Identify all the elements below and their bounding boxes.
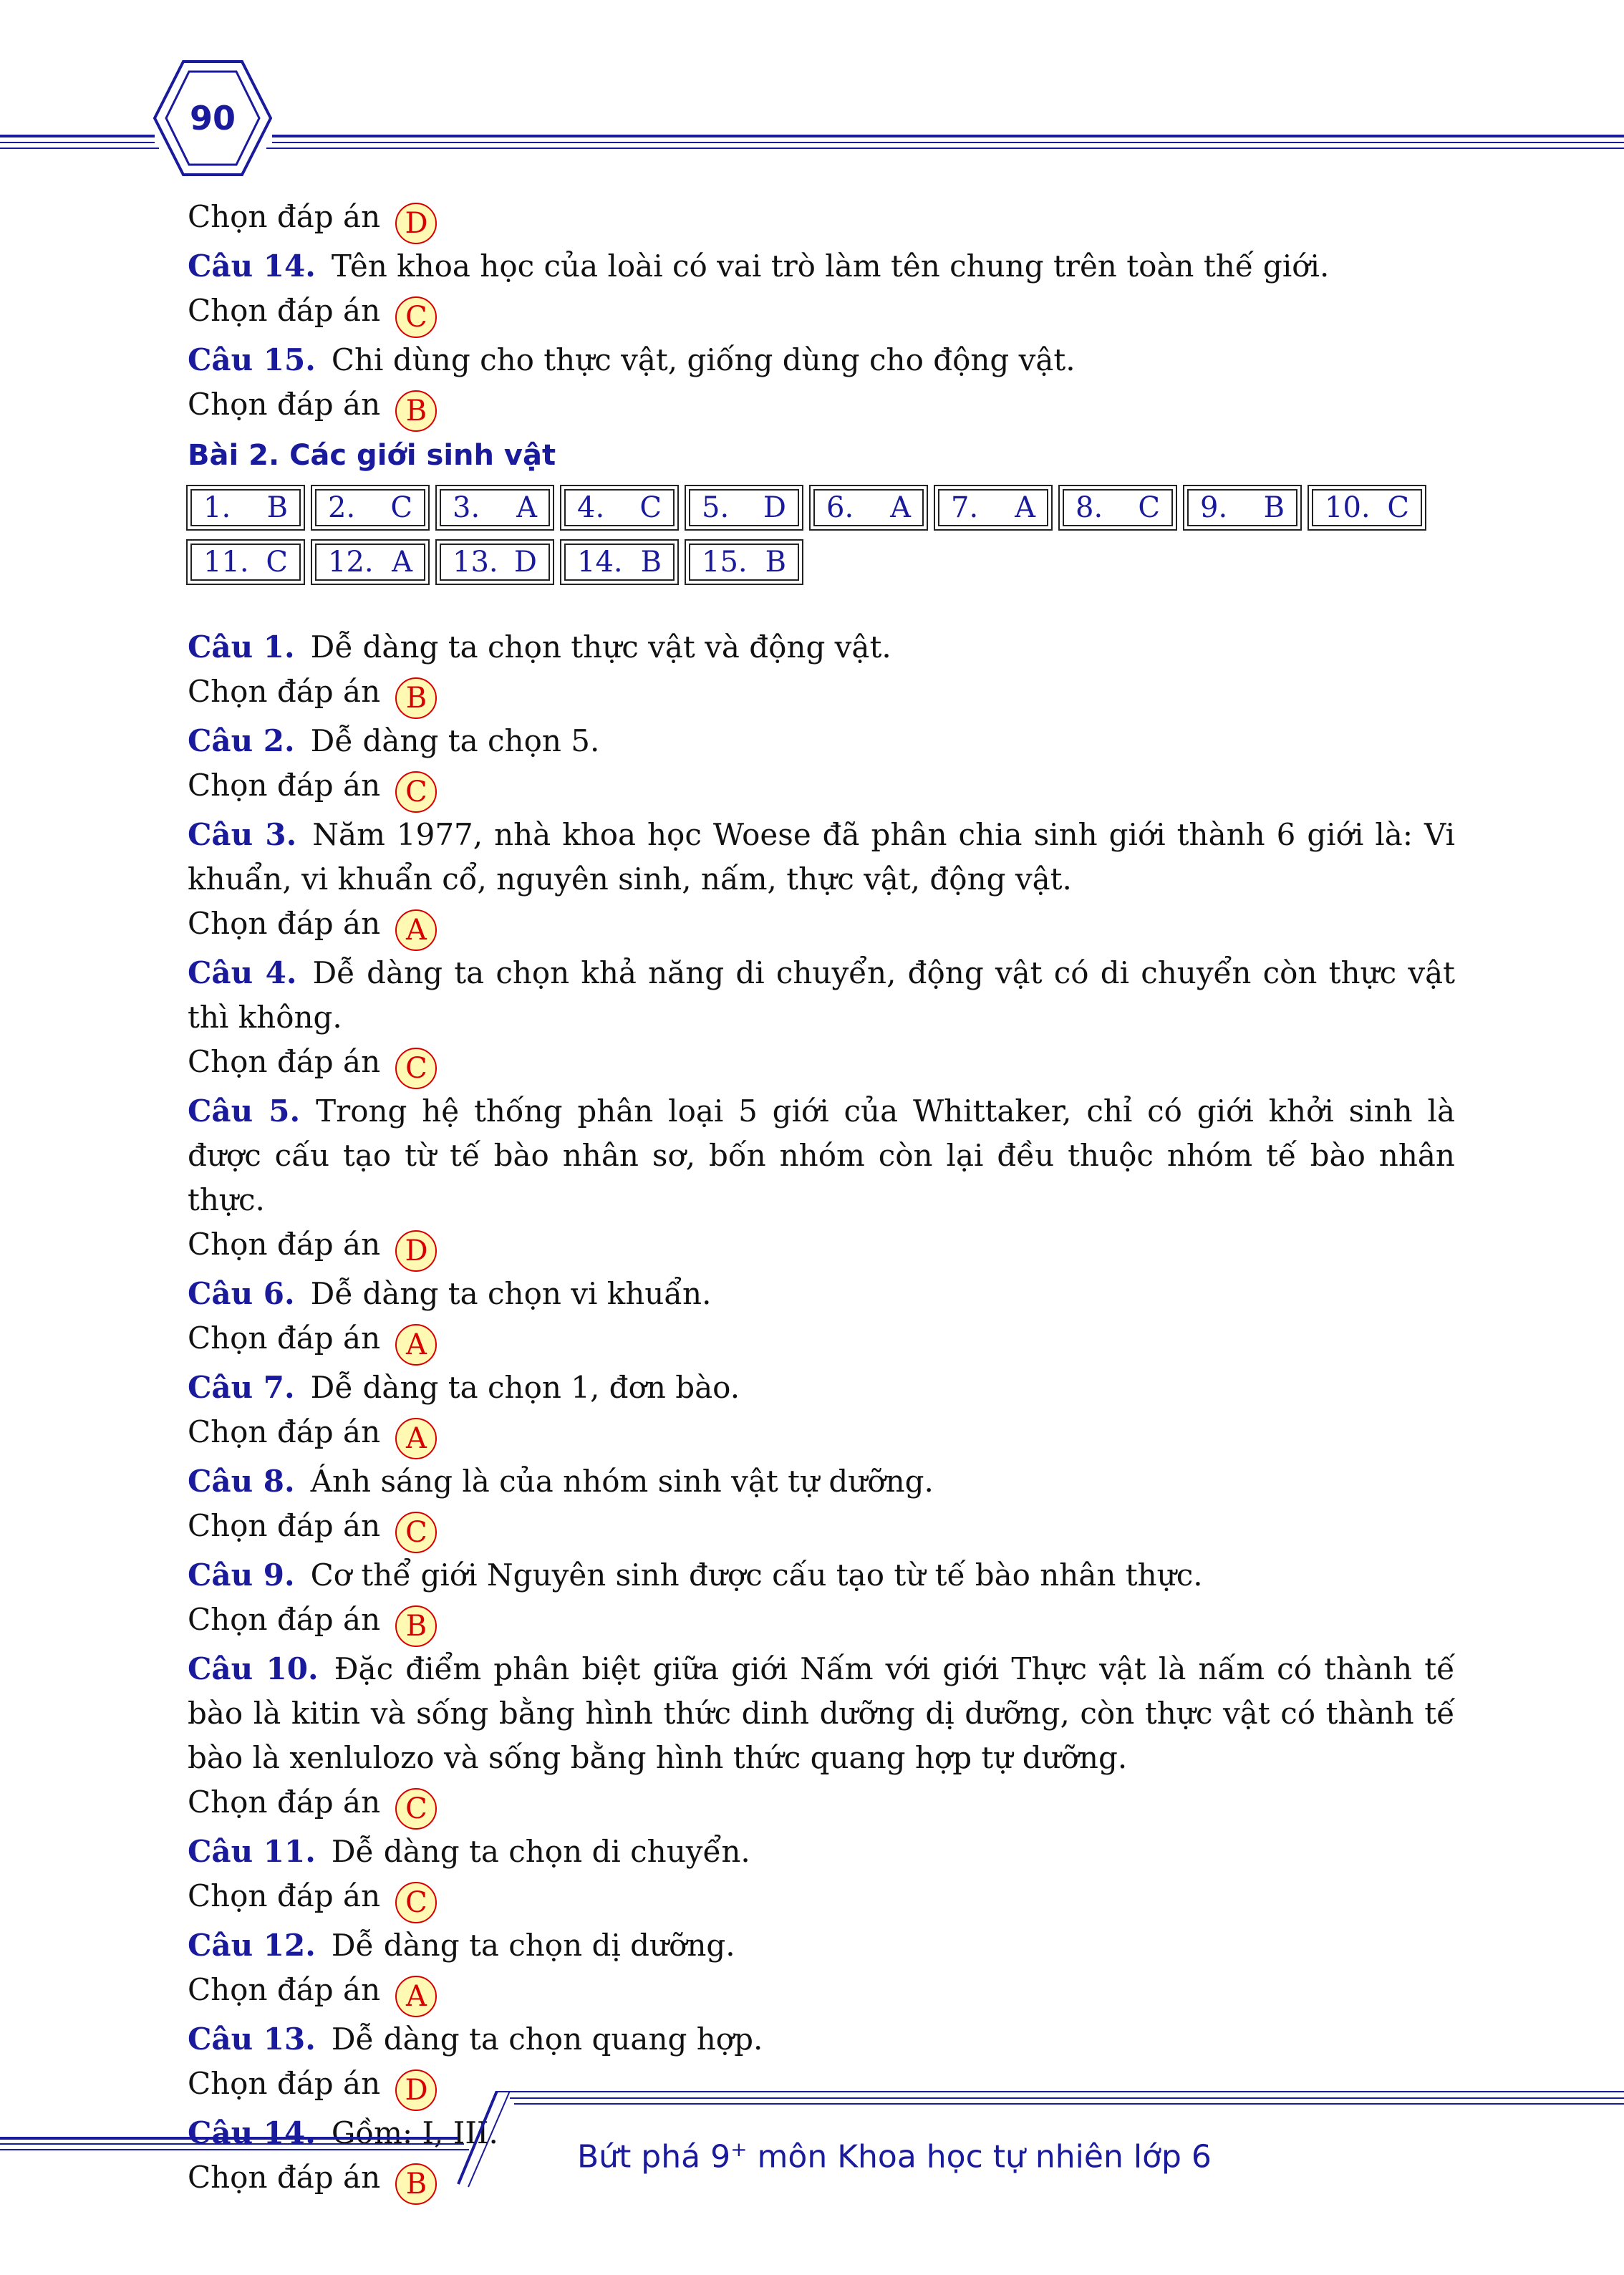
answer-key-number: 5. [702,491,730,524]
answer-key-cell [315,544,425,581]
answer-key-number: 2. [328,491,356,524]
question-number: Câu 9. [188,1557,295,1593]
answer-label: Chọn đáp án [188,293,381,328]
section-title: Bài 2. Các giới sinh vật [188,439,556,472]
answer-label: Chọn đáp án [188,1320,381,1356]
answer-key-number: 4. [577,491,605,524]
answer-key-number: 11. [203,546,249,579]
answer-key-number: 7. [951,491,979,524]
answer-key-letter: A [890,491,911,524]
answer-key-row [188,485,1455,531]
solution-question [188,1089,1455,1222]
answer-key-number: 8. [1076,491,1103,524]
solution-question [188,1647,1455,1780]
answer-circle: B [395,1605,437,1647]
question-number: Câu 7. [188,1370,295,1405]
question-text: Dễ dàng ta chọn 1, đơn bào. [310,1370,740,1405]
answer-label: Chọn đáp án [188,1972,381,2007]
answer-key-cell [440,544,550,581]
solution-question [188,1830,1455,1874]
solution-question [188,951,1455,1040]
answer-circle: C [395,1788,437,1830]
answer-circle: C [395,1048,437,1089]
answer-label: Chọn đáp án [188,674,381,709]
answer-key-letter: D [763,491,786,524]
answer-key-letter: B [765,546,786,579]
answer-key-letter: A [1015,491,1035,524]
answer-key-letter: A [516,491,537,524]
answer-label: Chọn đáp án [188,906,381,941]
question-number: Câu 2. [188,723,295,758]
answer-circle: B [395,677,437,719]
solution-question [188,1366,1455,1410]
answer-line [188,1410,1455,1459]
answer-line [188,902,1455,951]
answer-key-row [188,539,1455,585]
question-text: Đặc điểm phân biệt giữa giới Nấm với giới Thực vật là nấm có thành tế bào là kitin và sống bằng hình thức dinh dưỡng dị dưỡng, còn thực vật có thành tế bào là xenlulozo và sống bằng hình thức quang hợp tự dưỡng. [188,1651,1455,1775]
answer-circle: C [395,771,437,813]
solution-question [188,1923,1455,1968]
question-text: Gồm: I, III. [331,2115,498,2150]
question-number: Câu 14. [188,248,316,284]
answer-key-cell [564,544,675,581]
question-number: Câu 12. [188,1928,316,1963]
answer-label: Chọn đáp án [188,1227,381,1262]
answer-key-cell [564,489,675,526]
question-number: Câu 1. [188,629,295,665]
page-content [188,195,1455,2205]
answer-line [188,1968,1455,2017]
answer-line [188,382,1455,432]
solution-question [188,625,1455,670]
question-text: Cơ thể giới Nguyên sinh được cấu tạo từ tế bào nhân thực. [310,1557,1203,1593]
question-number: Câu 15. [188,342,316,377]
answer-line [188,1874,1455,1923]
question-line [188,244,1455,289]
answer-key-letter: A [392,546,412,579]
question-text: Chi dùng cho thực vật, giống dùng cho động vật. [331,342,1076,377]
question-text: Dễ dàng ta chọn quang hợp. [331,2022,763,2057]
answer-circle: B [395,2163,437,2205]
answer-key-number: 1. [203,491,231,524]
question-line [188,338,1455,382]
solution-question [188,1553,1455,1598]
answer-key-letter: C [1387,491,1409,524]
solutions-list [188,625,1455,2205]
question-number: Câu 8. [188,1464,295,1499]
book-title: Bứt phá 9+ môn Khoa học tự nhiên lớp 6 [577,2138,1212,2175]
question-number: Câu 10. [188,1651,319,1686]
answer-label: Chọn đáp án [188,1878,381,1913]
answer-label: Chọn đáp án [188,2066,381,2101]
answer-key-letter: B [1263,491,1285,524]
answer-line [188,670,1455,719]
answer-line [188,1040,1455,1089]
answer-line [188,289,1455,338]
answer-label: Chọn đáp án [188,1044,381,1079]
question-text: Trong hệ thống phân loại 5 giới của Whittaker, chỉ có giới khởi sinh là được cấu tạo từ tế bào nhân sơ, bốn nhóm còn lại đều thuộc nhóm tế bào nhân thực. [188,1093,1455,1217]
answer-circle: C [395,1882,437,1923]
answer-key-letter: C [1138,491,1160,524]
answer-key-number: 13. [453,546,498,579]
question-number: Câu 4. [188,955,297,990]
answer-label: Chọn đáp án [188,1414,381,1449]
answer-key-cell [190,544,301,581]
question-text: Dễ dàng ta chọn di chuyển. [331,1834,750,1869]
question-text: Dễ dàng ta chọn khả năng di chuyển, động vật có di chuyển còn thực vật thì không. [188,955,1455,1035]
answer-key-letter: B [640,546,662,579]
answer-label: Chọn đáp án [188,1784,381,1820]
answer-key-cell [1312,489,1422,526]
question-text: Dễ dàng ta chọn thực vật và động vật. [310,629,891,665]
answer-circle: C [395,296,437,338]
question-text: Ánh sáng là của nhóm sinh vật tự dưỡng. [310,1464,934,1499]
answer-line [188,1222,1455,1272]
answer-key-letter: C [266,546,288,579]
answer-key-cell [813,489,924,526]
answer-circle: C [395,1512,437,1553]
answer-line [188,1780,1455,1830]
answer-circle: B [395,390,437,432]
answer-line [188,195,1455,244]
question-text: Dễ dàng ta chọn 5. [310,723,600,758]
answer-line [188,763,1455,813]
answer-label: Chọn đáp án [188,387,381,422]
answer-key-number: 10. [1325,491,1371,524]
answer-line [188,1316,1455,1366]
answer-key-cell [315,489,425,526]
solution-question [188,1459,1455,1504]
question-text: Năm 1977, nhà khoa học Woese đã phân chia sinh giới thành 6 giới là: Vi khuẩn, vi khuẩn cổ, nguyên sinh, nấm, thực vật, động vật. [188,817,1455,897]
question-number: Câu 5. [188,1093,301,1129]
question-number: Câu 6. [188,1276,295,1311]
answer-label: Chọn đáp án [188,2160,381,2195]
question-number: Câu 3. [188,817,297,852]
answer-key-cell [689,544,799,581]
answer-key-cell [190,489,301,526]
solution-question [188,2017,1455,2062]
answer-key-table [188,485,1455,585]
answer-key-letter: C [639,491,662,524]
answer-label: Chọn đáp án [188,1508,381,1543]
solution-question [188,813,1455,902]
question-text: Dễ dàng ta chọn dị dưỡng. [331,1928,735,1963]
answer-key-cell [1187,489,1297,526]
answer-circle: D [395,1230,437,1272]
answer-line [188,1598,1455,1647]
answer-line [188,1504,1455,1553]
question-text: Dễ dàng ta chọn vi khuẩn. [310,1276,712,1311]
answer-circle: A [395,1324,437,1366]
answer-key-cell [1063,489,1173,526]
solution-question [188,1272,1455,1316]
answer-key-number: 12. [328,546,374,579]
question-number: Câu 11. [188,1834,316,1869]
answer-key-cell [689,489,799,526]
answer-key-number: 3. [453,491,480,524]
answer-circle: A [395,1418,437,1459]
answer-key-number: 15. [702,546,748,579]
page-number: 90 [189,99,236,137]
answer-key-letter: C [390,491,412,524]
question-number: Câu 14. [188,2115,316,2150]
answer-circle: D [395,203,437,244]
answer-label: Chọn đáp án [188,199,381,234]
answer-label: Chọn đáp án [188,768,381,803]
answer-key-number: 9. [1200,491,1228,524]
answer-key-letter: D [513,546,537,579]
solution-question [188,719,1455,763]
answer-circle: A [395,1976,437,2017]
answer-key-cell [440,489,550,526]
question-number: Câu 13. [188,2022,316,2057]
answer-key-letter: B [266,491,288,524]
answer-label: Chọn đáp án [188,1602,381,1637]
answer-circle: D [395,2069,437,2111]
answer-key-number: 14. [577,546,623,579]
answer-key-cell [938,489,1048,526]
answer-key-number: 6. [826,491,854,524]
question-text: Tên khoa học của loài có vai trò làm tên chung trên toàn thế giới. [331,248,1330,284]
answer-circle: A [395,909,437,951]
